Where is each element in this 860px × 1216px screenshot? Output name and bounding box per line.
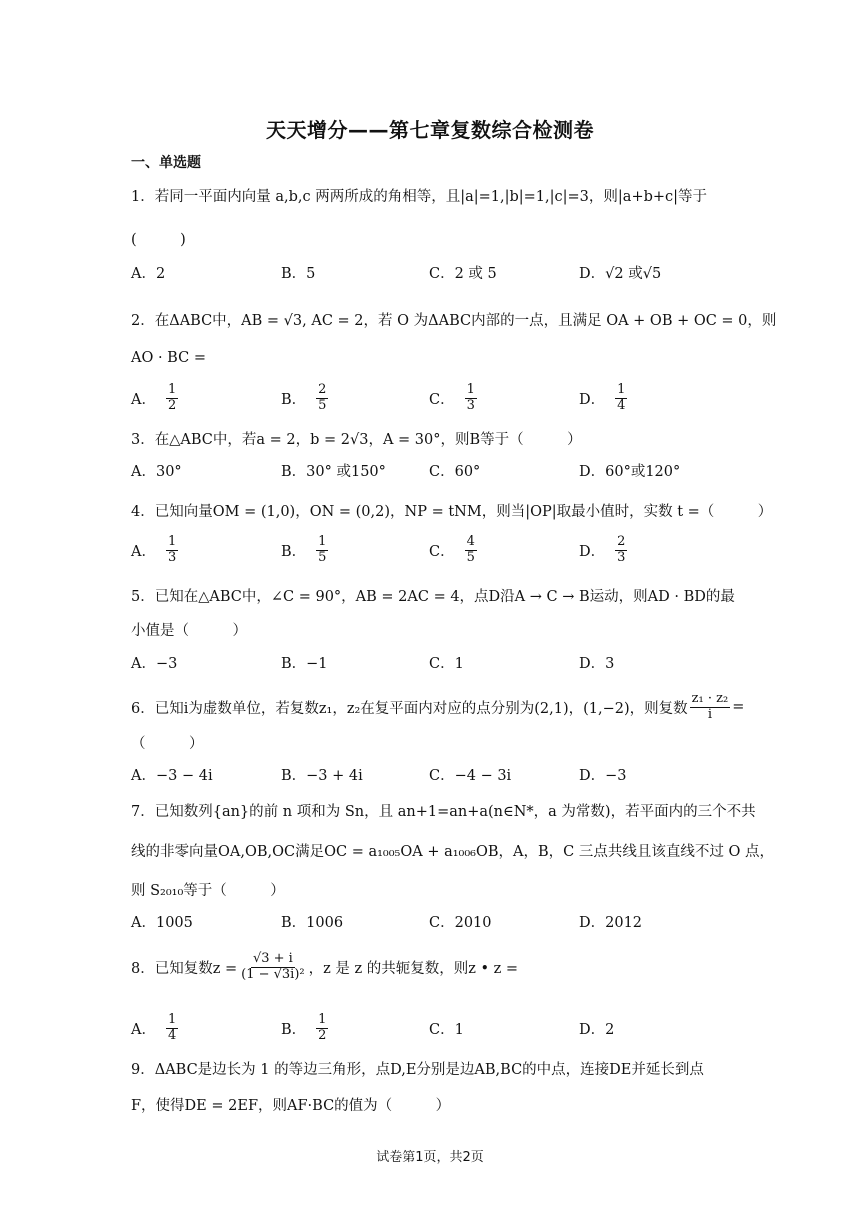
option-d: D． $\frac{1}{4}$ [579, 381, 626, 413]
question-2-line-2: AO · BC = [131, 350, 206, 366]
question-7-line-3: 则 S₂₀₁₀等于（ ） [131, 883, 285, 899]
option-c: C．1 [429, 655, 464, 672]
question-9-line-1: 9．ΔABC是边长为 1 的等边三角形，点D,E分别是边AB,BC的中点，连接DE并延长到点 [131, 1062, 704, 1078]
question-6-options [131, 760, 751, 788]
option-a: A．1005 [131, 914, 193, 931]
question-8-line-1: 8．已知复数z = $\frac{√3 + i}{\text{(1 − √3i)²}}$ ，z 是 z 的共轭复数，则z • z = [131, 951, 519, 982]
option-b: B． $\frac{1}{2}$ [281, 1011, 327, 1043]
option-a: A．30° [131, 463, 182, 480]
question-3-line-1: 3．在△ABC中，若a = 2，b = 2√3，A = 30°，则B等于（ ） [131, 432, 582, 448]
question-6-line-2: （ ） [131, 736, 204, 752]
question-6-line-1: 6．已知i为虚数单位，若复数z₁，z₂在复平面内对应的点分别为(2,1)，(1,−2)，则复数 $\frac{\text{z₁ · z₂}}{i}$ = [131, 691, 745, 722]
question-1-line-1 [131, 185, 707, 206]
option-c: C．1 [429, 1021, 464, 1038]
fraction: $\frac{√3 + i}{\text{(1 − √3i)²}}$ [241, 951, 305, 982]
option-a: A．−3 − 4i [131, 767, 213, 784]
section-heading: 一、单选题 [131, 155, 201, 171]
option-a: A．−3 [131, 655, 178, 672]
option-a: A． $\frac{1}{2}$ [131, 381, 177, 413]
question-3-options [131, 456, 751, 484]
question-text: 1．若同一平面内向量 a,b,c 两两所成的角相等，且|a|=1,|b|=1,|c|=3，则|a+b+c|等于 [131, 189, 708, 205]
option-b: B． $\frac{1}{5}$ [281, 533, 327, 565]
option-d: D．√2 或√5 [579, 265, 662, 282]
question-7-line-1: 7．已知数列{an}的前 n 项和为 Sn，且 an+1=an+a(n∈N*，a 为常数)，若平面内的三个不共 [131, 804, 756, 820]
page-footer: 试卷第1页，共2页 [376, 1150, 484, 1165]
question-7-options [131, 907, 751, 935]
option-c: C．2010 [429, 914, 492, 931]
question-2-options [131, 381, 751, 413]
question-1-line-2: ( ) [131, 232, 186, 248]
option-d: D．3 [579, 655, 615, 672]
option-d: D．−3 [579, 767, 627, 784]
option-a: A． $\frac{1}{4}$ [131, 1011, 177, 1043]
question-1-options [131, 258, 751, 286]
question-9-line-2: F，使得DE = 2EF，则AF·BC的值为（ ） [131, 1098, 451, 1114]
question-4-options [131, 533, 751, 565]
option-c: C． $\frac{1}{3}$ [429, 381, 475, 413]
option-d: D． $\frac{2}{3}$ [579, 533, 626, 565]
question-2-line-1: 2．在ΔABC中，AB = √3, AC = 2，若 O 为ΔABC内部的一点，且满足 OA + OB + OC = 0，则 [131, 313, 777, 329]
question-4-line-1: 4．已知向量OM = (1,0)，ON = (0,2)，NP = tNM，则当|OP|取最小值时，实数 t =（ ） [131, 504, 773, 520]
option-a: A．2 [131, 265, 166, 282]
question-5-line-1: 5．已知在△ABC中，∠C = 90°，AB = 2AC = 4，点D沿A → C → B运动，则AD · BD的最 [131, 589, 735, 605]
question-8-options [131, 1011, 751, 1043]
option-c: C．−4 − 3i [429, 767, 512, 784]
option-a: A． $\frac{1}{3}$ [131, 533, 177, 565]
question-5-options [131, 648, 751, 676]
option-c: C．60° [429, 463, 481, 480]
fraction: $\frac{\text{z₁ · z₂}}{i}$ [691, 691, 729, 722]
option-b: B．5 [281, 265, 316, 282]
option-d: D．2012 [579, 914, 643, 931]
option-c: C．2 或 5 [429, 265, 497, 282]
question-7-line-2: 线的非零向量OA,OB,OC满足OC = a₁₀₀₅OA + a₁₀₀₆OB，A，B，C 三点共线且该直线不过 O 点， [131, 844, 774, 860]
option-b: B．1006 [281, 914, 344, 931]
page-title: 天天增分——第七章复数综合检测卷 [266, 118, 594, 142]
question-5-line-2: 小值是（ ） [131, 623, 247, 639]
option-d: D．2 [579, 1021, 615, 1038]
option-b: B．−3 + 4i [281, 767, 363, 784]
option-b: B．30° 或150° [281, 463, 386, 480]
option-b: B． $\frac{2}{5}$ [281, 381, 327, 413]
option-b: B．−1 [281, 655, 328, 672]
option-c: C． $\frac{4}{5}$ [429, 533, 475, 565]
option-d: D．60°或120° [579, 463, 681, 480]
